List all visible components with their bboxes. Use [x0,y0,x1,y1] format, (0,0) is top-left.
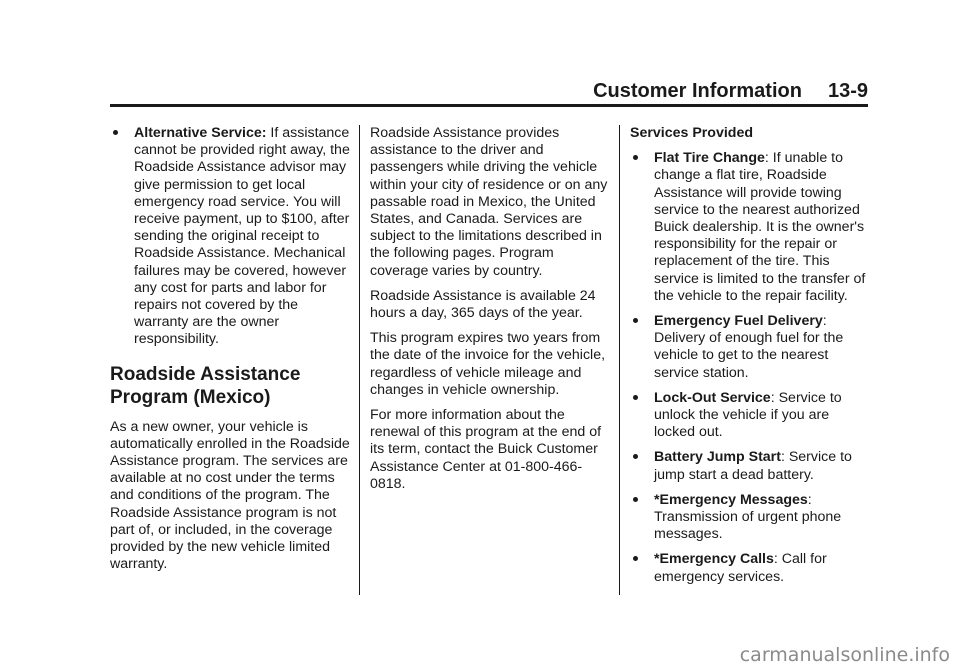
bullet-dot-icon [113,130,118,135]
services-title-text: Services Provided [630,125,754,141]
item-label: Lock-Out Service [654,389,771,406]
item-text: : Transmission of urgent phone messages. [654,491,842,543]
paragraph-4: For more information about the renewal of this program at the end of its term, contact the Buick Customer Assistance Center at 01-800-466-0818. [370,407,602,492]
column-divider-2 [619,125,620,595]
paragraph-2: Roadside Assistance is available 24 hours a day, 365 days of the year. [370,287,596,322]
bullet-dot-icon [633,454,638,459]
item-label: *Emergency Calls [654,551,774,568]
section-title: Customer Information [593,80,802,102]
column-1 [110,125,350,581]
list-item [630,551,868,585]
bullet-alternative-service [110,125,350,349]
services-title [630,125,868,142]
item-label: Emergency Fuel Delivery [654,313,823,330]
bullet-dot-icon [633,318,638,323]
column-divider-1 [359,125,360,595]
item-text: : If unable to change a flat tire, Roadside Assistance will provide towing service to the nearest authorized Buick dealership. It is the owner's responsibility for the repair or replacement of the tire. This service is limited to the transfer of the vehicle to the repair facility. [654,150,866,304]
item-text: : Delivery of enough fuel for the vehicle to get to the nearest service station. [654,313,844,381]
list-item [630,449,868,483]
list-item [630,390,868,442]
paragraph-new-owner: As a new owner, your vehicle is automatically enrolled in the Roadside Assistance program. The services are available at no cost under the terms and conditions of the program. The Roadside Assistance program is not part of, or included, in the coverage provided by the new vehicle limited warranty. [110,418,350,573]
paragraph-3: This program expires two years from the date of the invoice for the vehicle, regardless of vehicle mileage and changes in vehicle ownership. [370,330,606,398]
list-item [630,313,868,382]
column-3 [630,125,868,594]
item-text: : Service to jump start a dead battery. [654,449,852,483]
header-rule [110,104,868,107]
paragraph-1: Roadside Assistance provides assistance to the driver and passengers while driving the vehicle within your city of residence or on any passable road in Mexico, the United States, and Canada. Services are subject to the limitations described in the following pages. Program coverage varies by country. [370,125,608,279]
page-header [593,80,868,103]
bullet-dot-icon [633,155,638,160]
column-2 [370,125,610,501]
list-item [630,492,868,544]
bullet-text: If assistance cannot be provided right away, the Roadside Assistance advisor may give permission to get local emergency road service. You will receive payment, up to $100, after sending the original receipt to Roadside Assistance. Mechanical failures may be covered, however any cost for parts and labor for repairs not covered by the warranty are the owner responsibility. [134,125,350,348]
bullet-dot-icon [633,395,638,400]
item-label: Flat Tire Change [654,150,765,167]
page-number: 13-9 [827,80,868,102]
item-text: : Service to unlock the vehicle if you are locked out. [654,389,842,441]
item-label: *Emergency Messages [654,491,808,508]
section-heading: Roadside Assistance Program (Mexico) [110,363,301,408]
bullet-dot-icon [633,497,638,502]
item-text: : Call for emergency services. [654,551,827,585]
bullet-dot-icon [633,556,638,561]
list-item [630,150,868,305]
item-label: Battery Jump Start [654,449,781,466]
watermark: carmanualsonline.info [739,644,950,666]
bullet-label: Alternative Service: [134,125,267,141]
